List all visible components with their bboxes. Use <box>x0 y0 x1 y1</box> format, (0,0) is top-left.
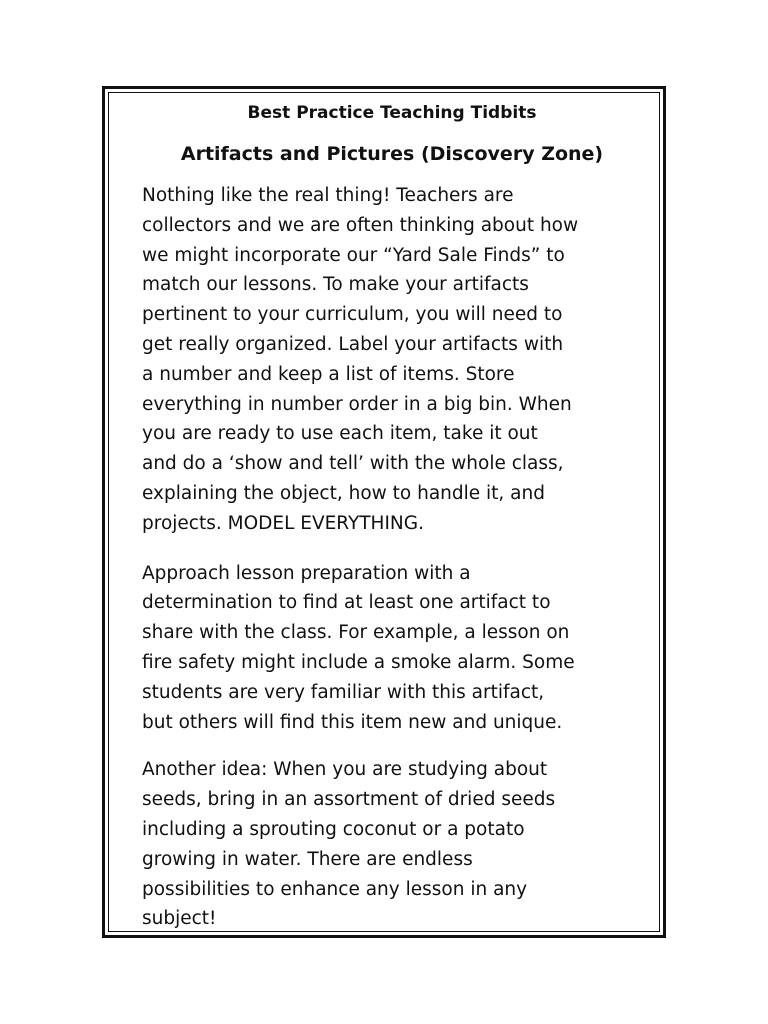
paragraph-line: collectors and we are often thinking about how <box>142 214 579 236</box>
paragraph-line: you are ready to use each item, take it out <box>142 423 538 445</box>
paragraph-1 <box>142 181 642 539</box>
document-border <box>102 86 666 938</box>
paragraph-line: we might incorporate our “Yard Sale Finds” to <box>142 244 565 266</box>
paragraph-line: everything in number order in a big bin. When <box>142 393 572 415</box>
paragraph-line: match our lessons. To make your artifacts <box>142 274 529 296</box>
document-inner-border <box>108 92 660 932</box>
document-content <box>142 99 642 934</box>
paragraph-2 <box>142 559 642 738</box>
paragraph-line: explaining the object, how to handle it, and <box>142 482 545 504</box>
paragraph-line: share with the class. For example, a lesson on <box>142 622 570 644</box>
paragraph-line: fire safety might include a smoke alarm. Some <box>142 651 575 673</box>
paragraph-3 <box>142 755 642 934</box>
page-title: Artifacts and Pictures (Discovery Zone) <box>180 143 604 165</box>
paragraph-line: subject! <box>142 908 217 930</box>
paragraph-line: get really organized. Label your artifacts with <box>142 333 564 355</box>
page-header: Best Practice Teaching Tidbits <box>247 103 537 123</box>
paragraph-line: determination to find at least one artifact to <box>142 592 551 614</box>
paragraph-line: and do a ‘show and tell’ with the whole class, <box>142 453 564 475</box>
paragraph-line: students are very familiar with this artifact, <box>142 681 545 703</box>
paragraph-line: a number and keep a list of items. Store <box>142 363 515 385</box>
paragraph-line: possibilities to enhance any lesson in any <box>142 878 528 900</box>
paragraph-line: seeds, bring in an assortment of dried seeds <box>142 789 556 811</box>
paragraph-line: but others will find this item new and unique. <box>142 711 563 733</box>
paragraph-line: Nothing like the real thing! Teachers are <box>142 185 514 206</box>
paragraph-line: growing in water. There are endless <box>142 848 473 870</box>
paragraph-line: Approach lesson preparation with a <box>142 562 471 584</box>
paragraph-line: pertinent to your curriculum, you will need to <box>142 304 563 326</box>
paragraph-line: Another idea: When you are studying about <box>142 759 548 781</box>
paragraph-line: including a sprouting coconut or a potato <box>142 818 525 840</box>
paragraph-line: projects. MODEL EVERYTHING. <box>142 512 424 534</box>
